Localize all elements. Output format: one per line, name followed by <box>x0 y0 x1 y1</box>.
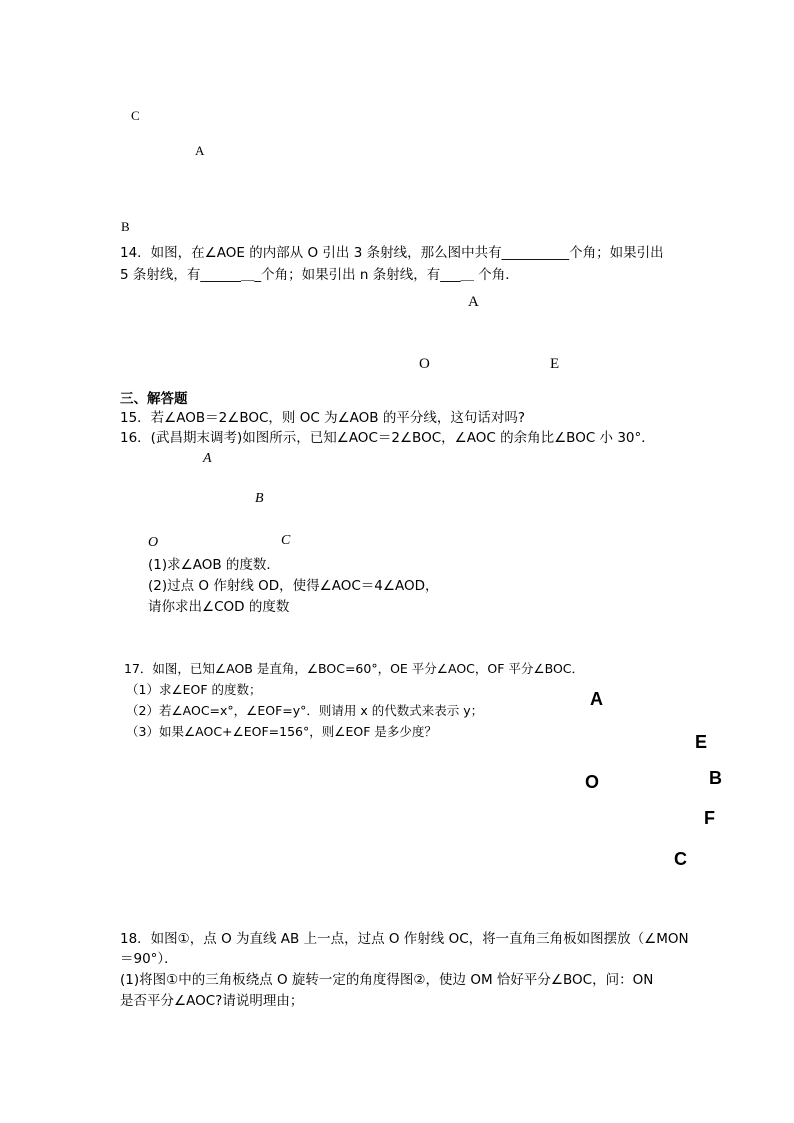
q17-label-f: F <box>704 808 715 828</box>
q17-sub3: （3）如果∠AOC+∠EOF=156°，则∠EOF 是多少度？ <box>126 724 437 739</box>
q16-label-o: O <box>148 535 159 550</box>
q17-text: 17．如图，已知∠AOB 是直角，∠BOC=60°，OE 平分∠AOC，OF 平分∠BOC． <box>124 661 585 676</box>
q16-sub2: (2)过点 O 作射线 OD，使得∠AOC＝4∠AOD， <box>148 578 439 594</box>
q18-line3: (1)将图①中的三角板绕点 O 旋转一定的角度得图②，使边 OM 恰好平分∠BOC，问：ON <box>120 972 654 988</box>
q16-label-b: B <box>255 491 264 506</box>
q14-line1: 14．如图，在∠AOE 的内部从 O 引出 3 条射线，那么图中共有__________个角；如果引出 <box>120 245 664 261</box>
q17-sub2: （2）若∠AOC=x°，∠EOF=y°．则请用 x 的代数式来表示 y； <box>126 703 484 718</box>
q16-sub1: (1)求∠AOB 的度数． <box>148 557 280 573</box>
q17-label-c: C <box>674 849 687 869</box>
q14-line2: 5 条射线，有______＿_个角；如果引出 n 条射线，有___＿ 个角． <box>120 267 519 283</box>
q16-sub3: 请你求出∠COD 的度数 <box>148 599 290 615</box>
q17-label-e: E <box>695 732 708 752</box>
q17-label-a: A <box>590 689 603 709</box>
q17-sub1: （1）求∠EOF 的度数； <box>126 682 262 697</box>
q16-text: 16．(武昌期末调考)如图所示，已知∠AOC＝2∠BOC，∠AOC 的余角比∠BOC 小 30°． <box>120 430 655 446</box>
q14-label-a: A <box>468 294 479 310</box>
q18-line1: 18．如图①，点 O 为直线 AB 上一点，过点 O 作射线 OC，将一直角三角板如图摆放（∠MON <box>120 931 689 947</box>
q14-label-e: E <box>550 356 560 372</box>
q18-line4: 是否平分∠AOC?请说明理由； <box>120 993 304 1009</box>
q17-label-b: B <box>709 768 722 788</box>
q18-line2: ＝90°）． <box>120 951 178 967</box>
section3-title: 三、解答题 <box>120 391 188 407</box>
q14-label-o: O <box>419 356 430 372</box>
cube-label-c: C <box>131 108 140 123</box>
cube-label-a: A <box>195 143 205 158</box>
q17-label-o: O <box>585 772 600 792</box>
q15-text: 15．若∠AOB＝2∠BOC，则 OC 为∠AOB 的平分线，这句话对吗? <box>120 410 526 426</box>
q16-label-a: A <box>203 451 212 466</box>
cube-label-b: B <box>121 219 130 234</box>
q16-label-c: C <box>281 533 291 548</box>
